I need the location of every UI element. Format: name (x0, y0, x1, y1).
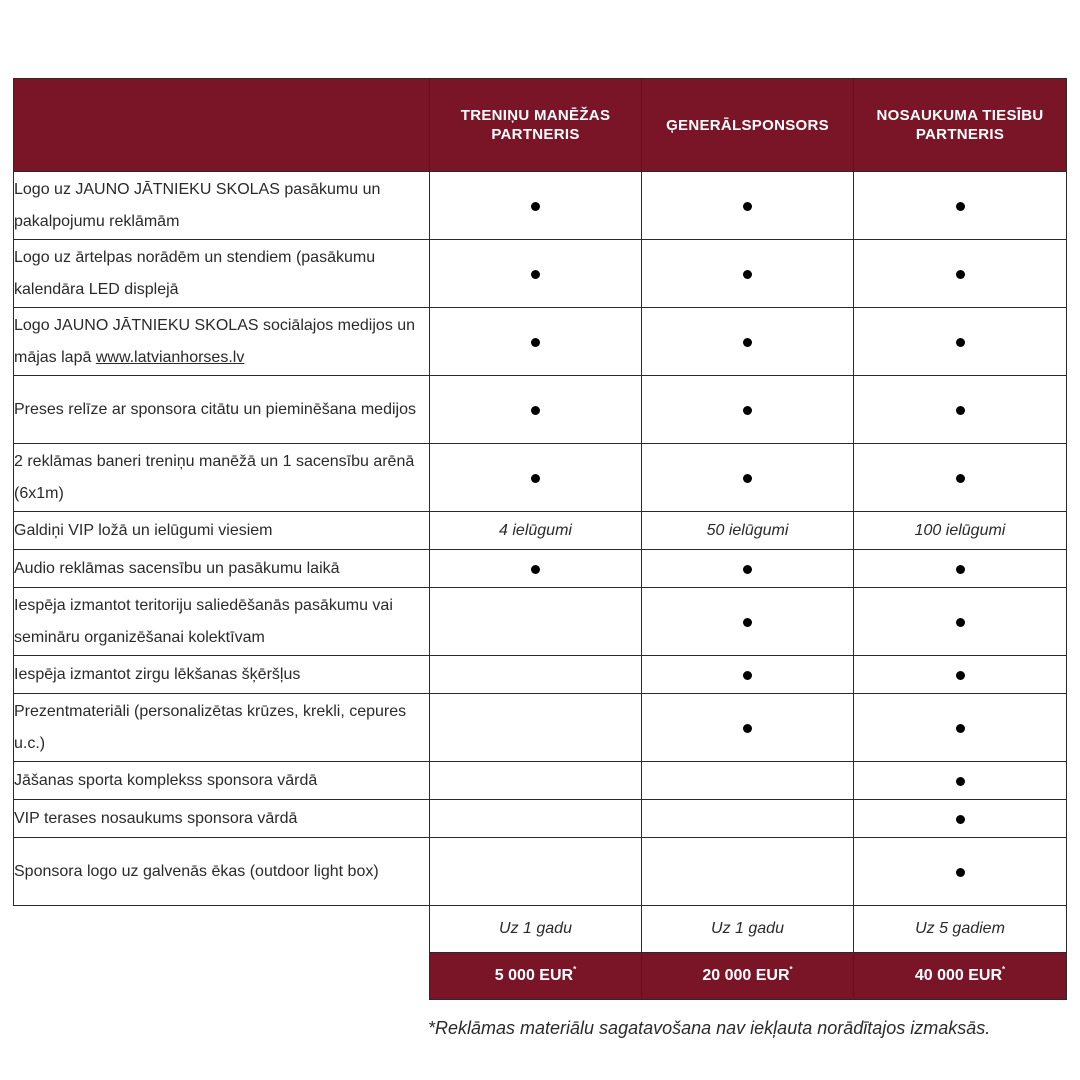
empty-cell (642, 838, 854, 906)
included-cell (854, 838, 1067, 906)
bullet-dot-icon (531, 338, 540, 347)
included-cell (854, 376, 1067, 444)
empty-cell (430, 838, 642, 906)
included-cell (642, 444, 854, 512)
blank-cell (14, 952, 430, 999)
feature-cell (14, 240, 430, 308)
bullet-dot-icon (956, 270, 965, 279)
price-asterisk: * (789, 964, 793, 974)
feature-cell (14, 376, 430, 444)
feature-cell (14, 656, 430, 694)
price-value: 20 000 EUR (702, 966, 790, 984)
empty-cell (430, 656, 642, 694)
included-cell (854, 550, 1067, 588)
feature-label: Jāšanas sporta komplekss sponsora vārdā (14, 771, 318, 789)
feature-label: Preses relīze ar sponsora citātu un pieminēšana medijos (14, 400, 416, 418)
included-cell (854, 800, 1067, 838)
price-cell (642, 952, 854, 999)
feature-label: Logo JAUNO JĀTNIEKU SKOLAS sociālajos medijos un mājas lapā (14, 316, 416, 366)
included-cell (430, 550, 642, 588)
table-row (14, 550, 1067, 588)
table-row (14, 838, 1067, 906)
empty-cell (642, 762, 854, 800)
value-cell: 50 ielūgumi (642, 512, 854, 550)
bullet-dot-icon (956, 474, 965, 483)
included-cell (642, 376, 854, 444)
included-cell (642, 588, 854, 656)
table-row (14, 588, 1067, 656)
header-row (14, 79, 1067, 172)
table-row (14, 240, 1067, 308)
price-cell (854, 952, 1067, 999)
bullet-dot-icon (743, 406, 752, 415)
footnote: *Reklāmas materiālu sagatavošana nav iekļauta norādītajos izmaksās. (428, 1018, 991, 1038)
feature-cell (14, 694, 430, 762)
included-cell (854, 172, 1067, 240)
bullet-dot-icon (956, 618, 965, 627)
included-cell (854, 656, 1067, 694)
included-cell (430, 240, 642, 308)
sponsorship-table (13, 78, 1067, 1000)
included-cell (854, 694, 1067, 762)
bullet-dot-icon (531, 406, 540, 415)
bullet-dot-icon (743, 474, 752, 483)
table-row (14, 762, 1067, 800)
feature-cell (14, 762, 430, 800)
bullet-dot-icon (743, 202, 752, 211)
price-asterisk: * (573, 964, 577, 974)
table-row (14, 512, 1067, 550)
table-row (14, 694, 1067, 762)
price-value: 5 000 EUR (494, 966, 574, 984)
table-row (14, 800, 1067, 838)
header-empty (14, 79, 430, 172)
feature-label: Iespēja izmantot teritoriju saliedēšanās pasākumu vai semināru organizēšanai kolektīvam (14, 596, 393, 646)
bullet-dot-icon (956, 565, 965, 574)
feature-cell (14, 308, 430, 376)
included-cell (430, 376, 642, 444)
price-cell (430, 952, 642, 999)
included-cell (854, 444, 1067, 512)
feature-label: Sponsora logo uz galvenās ēkas (outdoor light box) (14, 862, 379, 880)
table-row (14, 376, 1067, 444)
bullet-dot-icon (956, 202, 965, 211)
empty-cell (430, 800, 642, 838)
feature-label: 2 reklāmas baneri treniņu manēžā un 1 sacensību arēnā (6x1m) (14, 452, 415, 502)
duration-cell: Uz 1 gadu (430, 906, 642, 953)
feature-cell (14, 512, 430, 550)
included-cell (642, 656, 854, 694)
duration-row (14, 906, 1067, 953)
bullet-dot-icon (956, 724, 965, 733)
feature-cell (14, 838, 430, 906)
value-cell: 100 ielūgumi (854, 512, 1067, 550)
feature-cell (14, 444, 430, 512)
bullet-dot-icon (956, 777, 965, 786)
bullet-dot-icon (743, 724, 752, 733)
bullet-dot-icon (743, 671, 752, 680)
empty-cell (430, 694, 642, 762)
feature-cell (14, 800, 430, 838)
included-cell (642, 694, 854, 762)
included-cell (642, 172, 854, 240)
included-cell (642, 550, 854, 588)
feature-label: VIP terases nosaukums sponsora vārdā (14, 809, 298, 827)
bullet-dot-icon (956, 406, 965, 415)
bullet-dot-icon (743, 565, 752, 574)
bullet-dot-icon (531, 565, 540, 574)
price-row (14, 952, 1067, 999)
included-cell (430, 172, 642, 240)
bullet-dot-icon (743, 270, 752, 279)
bullet-dot-icon (956, 338, 965, 347)
table-row (14, 656, 1067, 694)
price-asterisk: * (1002, 964, 1006, 974)
bullet-dot-icon (956, 671, 965, 680)
included-cell (854, 762, 1067, 800)
feature-label: Galdiņi VIP ložā un ielūgumi viesiem (14, 521, 273, 539)
table-row (14, 444, 1067, 512)
feature-cell (14, 550, 430, 588)
price-value: 40 000 EUR (914, 966, 1003, 984)
feature-cell (14, 172, 430, 240)
bullet-dot-icon (531, 202, 540, 211)
bullet-dot-icon (531, 474, 540, 483)
empty-cell (430, 762, 642, 800)
table-row (14, 308, 1067, 376)
bullet-dot-icon (743, 618, 752, 627)
feature-label: Logo uz ārtelpas norādēm un stendiem (pasākumu kalendāra LED displejā (14, 248, 376, 298)
included-cell (642, 240, 854, 308)
included-cell (430, 308, 642, 376)
included-cell (854, 240, 1067, 308)
table-row (14, 172, 1067, 240)
header-training-arena-partner: TRENIŅU MANĒŽAS PARTNERIS (430, 79, 642, 172)
included-cell (854, 588, 1067, 656)
header-naming-rights-partner: NOSAUKUMA TIESĪBU PARTNERIS (854, 79, 1067, 172)
feature-label: Prezentmateriāli (personalizētas krūzes, krekli, cepures u.c.) (14, 702, 407, 752)
empty-cell (430, 588, 642, 656)
bullet-dot-icon (956, 815, 965, 824)
bullet-dot-icon (956, 868, 965, 877)
included-cell (430, 444, 642, 512)
bullet-dot-icon (743, 338, 752, 347)
duration-cell: Uz 1 gadu (642, 906, 854, 953)
included-cell (642, 308, 854, 376)
duration-cell: Uz 5 gadiem (854, 906, 1067, 953)
header-general-sponsor: ĢENERĀLSPONSORS (642, 79, 854, 172)
value-cell: 4 ielūgumi (430, 512, 642, 550)
feature-label: Logo uz JAUNO JĀTNIEKU SKOLAS pasākumu un pakalpojumu reklāmām (14, 180, 381, 230)
feature-cell (14, 588, 430, 656)
empty-cell (642, 800, 854, 838)
blank-cell (14, 906, 430, 953)
website-link[interactable]: www.latvianhorses.lv (95, 348, 245, 366)
bullet-dot-icon (531, 270, 540, 279)
feature-label: Iespēja izmantot zirgu lēkšanas šķēršļus (14, 665, 301, 683)
feature-label: Audio reklāmas sacensību un pasākumu laikā (14, 559, 340, 577)
included-cell (854, 308, 1067, 376)
